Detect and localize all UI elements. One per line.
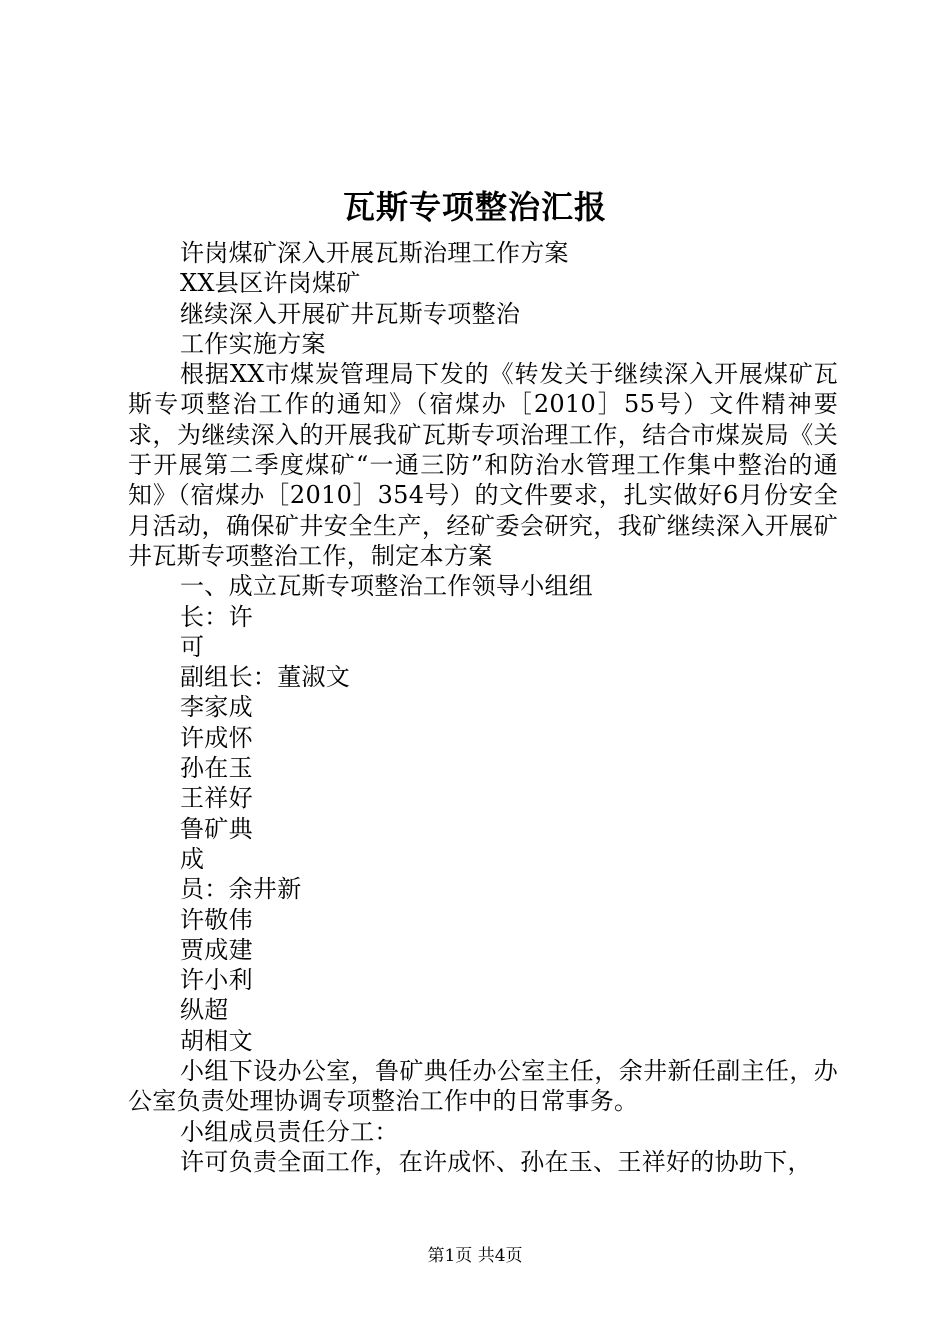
member-line: 纵超 [180,996,229,1025]
member-line: 长：许 [180,602,253,631]
document-title: 瓦斯专项整治汇报 [342,188,607,226]
member-line: 王祥好 [180,784,253,813]
page-footer: 第1页 共4页 [427,1246,523,1266]
duty-heading: 小组成员责任分工： [180,1117,399,1146]
member-line: 胡相文 [180,1026,253,1055]
plan-subtitle: 许岗煤矿深入开展瓦斯治理工作方案 [180,239,569,267]
member-line: 成 [180,844,205,873]
member-line: 许小利 [180,966,253,995]
member-line: 副组长：董淑文 [180,663,351,692]
office-paragraph: 小组下设办公室，鲁矿典任办公室主任，余井新任副主任，办公室负责处理协调专项整治工作中的日常事务。 [128,1057,838,1116]
section-heading: 一、成立瓦斯专项整治工作领导小组组 [180,572,594,601]
document-body [128,238,838,1177]
member-line: 孙在玉 [180,754,253,783]
plan-title-line-2: 工作实施方案 [180,329,326,358]
member-line: 可 [180,632,205,661]
member-line: 许成怀 [180,723,253,752]
member-line: 鲁矿典 [180,814,253,843]
member-line: 贾成建 [180,935,253,964]
plan-title-line-1: 继续深入开展矿井瓦斯专项整治 [180,299,521,328]
member-line: 李家成 [180,693,253,722]
duty-paragraph: 许可负责全面工作，在许成怀、孙在玉、王祥好的协助下， [180,1147,812,1176]
member-line: 许敬伟 [180,905,253,934]
organization-name: XX县区许岗煤矿 [180,269,361,298]
intro-paragraph: 根据XX市煤炭管理局下发的《转发关于继续深入开展煤矿瓦斯专项整治工作的通知》（宿煤办［2010］55号）文件精神要求，为继续深入的开展我矿瓦斯专项治理工作，结合市煤炭局《关于开展第二季度煤矿“一通三防”和防治水管理工作集中整治的通知》（宿煤办［2010］354号）的文件要求，扎实做好6月份安全月活动，确保矿井安全生产，经矿委会研究，我矿继续深入开展矿井瓦斯专项整治工作，制定本方案 [128,360,838,570]
member-line: 员：余井新 [180,875,302,904]
